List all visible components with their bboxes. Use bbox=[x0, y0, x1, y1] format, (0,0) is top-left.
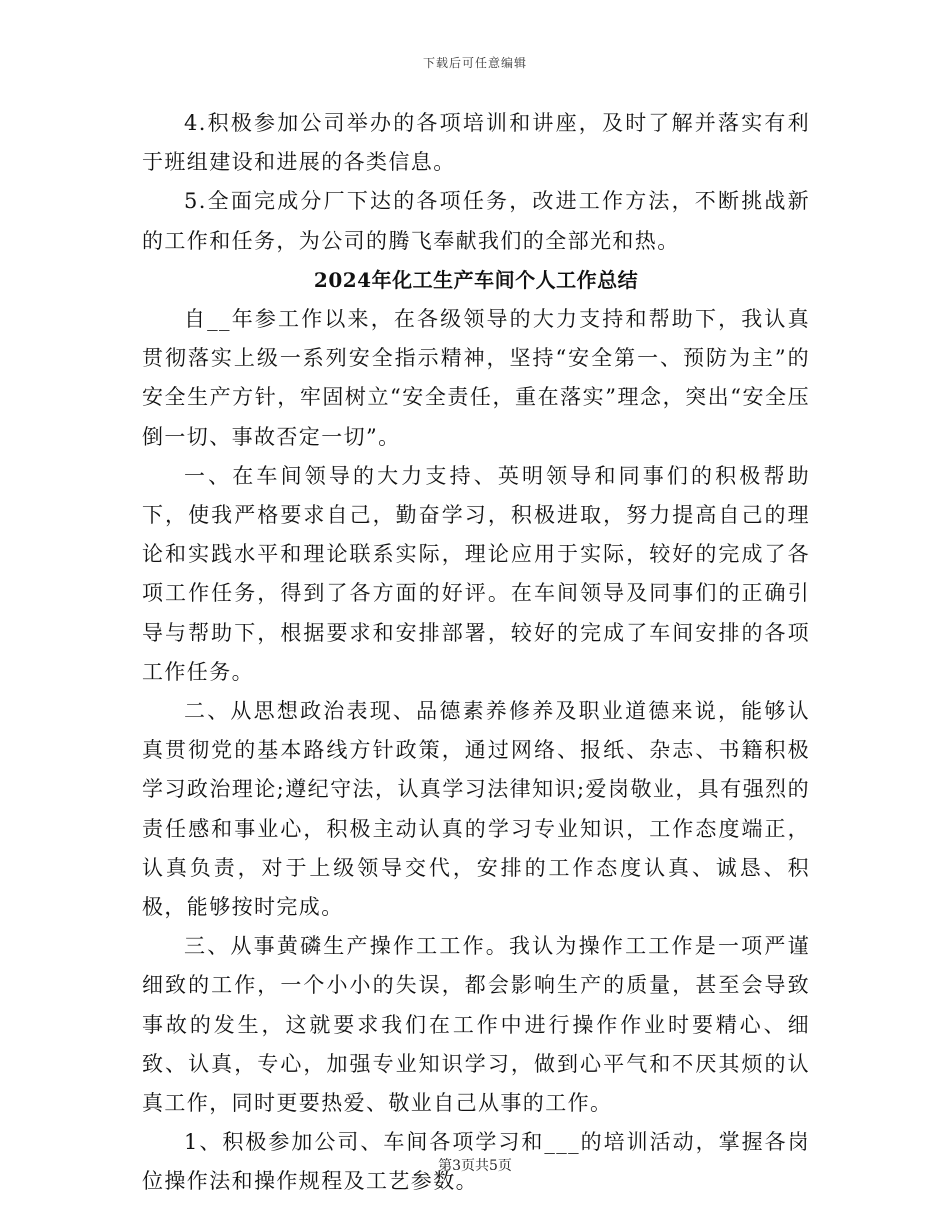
document-body bbox=[142, 104, 810, 1202]
paragraph-section-1: 一、在车间领导的大力支持、英明领导和同事们的积极帮助下，使我严格要求自己，勤奋学习，积极进取，努力提高自己的理论和实践水平和理论联系实际，理论应用于实际，较好的完成了各项工作任务，得到了各方面的好评。在车间领导及同事们的正确引导与帮助下，根据要求和安排部署，较好的完成了车间安排的各项工作任务。 bbox=[142, 463, 810, 684]
paragraph-section-3: 三、从事黄磷生产操作工工作。我认为操作工工作是一项严谨细致的工作，一个小小的失误，都会影响生产的质量，甚至会导致事故的发生，这就要求我们在工作中进行操作作业时要精心、细致、认真，专心，加强专业知识学习，做到心平气和不厌其烦的认真工作，同时更要热爱、敬业自己从事的工作。 bbox=[142, 934, 810, 1116]
paragraph-item-4: 4.积极参加公司举办的各项培训和讲座，及时了解并落实有利于班组建设和进展的各类信息。 bbox=[142, 111, 810, 175]
paragraph-section-2: 二、从思想政治表现、品德素养修养及职业道德来说，能够认真贯彻党的基本路线方针政策，通过网络、报纸、杂志、书籍积极学习政治理论;遵纪守法，认真学习法律知识;爱岗敬业，具有强烈的责任感和事业心，积极主动认真的学习专业知识，工作态度端正，认真负责，对于上级领导交代，安排的工作态度认真、诚恳、积极，能够按时完成。 bbox=[142, 699, 810, 920]
paragraph-intro: 自__年参工作以来，在各级领导的大力支持和帮助下，我认真贯彻落实上级一系列安全指示精神，坚持“安全第一、预防为主”的安全生产方针，牢固树立“安全责任，重在落实”理念，突出“安全压倒一切、事故否定一切”。 bbox=[142, 307, 810, 449]
paragraph-item-5: 5.全面完成分厂下达的各项任务，改进工作方法，不断挑战新的工作和任务，为公司的腾飞奉献我们的全部光和热。 bbox=[142, 189, 810, 253]
page-number: 第3页共5页 bbox=[438, 1158, 512, 1174]
page-header-note: 下载后可任意编辑 bbox=[422, 56, 527, 70]
document-title: 2024年化工生产车间个人工作总结 bbox=[313, 267, 639, 292]
paragraph-subitem-1: 1、积极参加公司、车间各项学习和___的培训活动，掌握各岗位操作法和操作规程及工艺参数。 bbox=[142, 1130, 810, 1194]
